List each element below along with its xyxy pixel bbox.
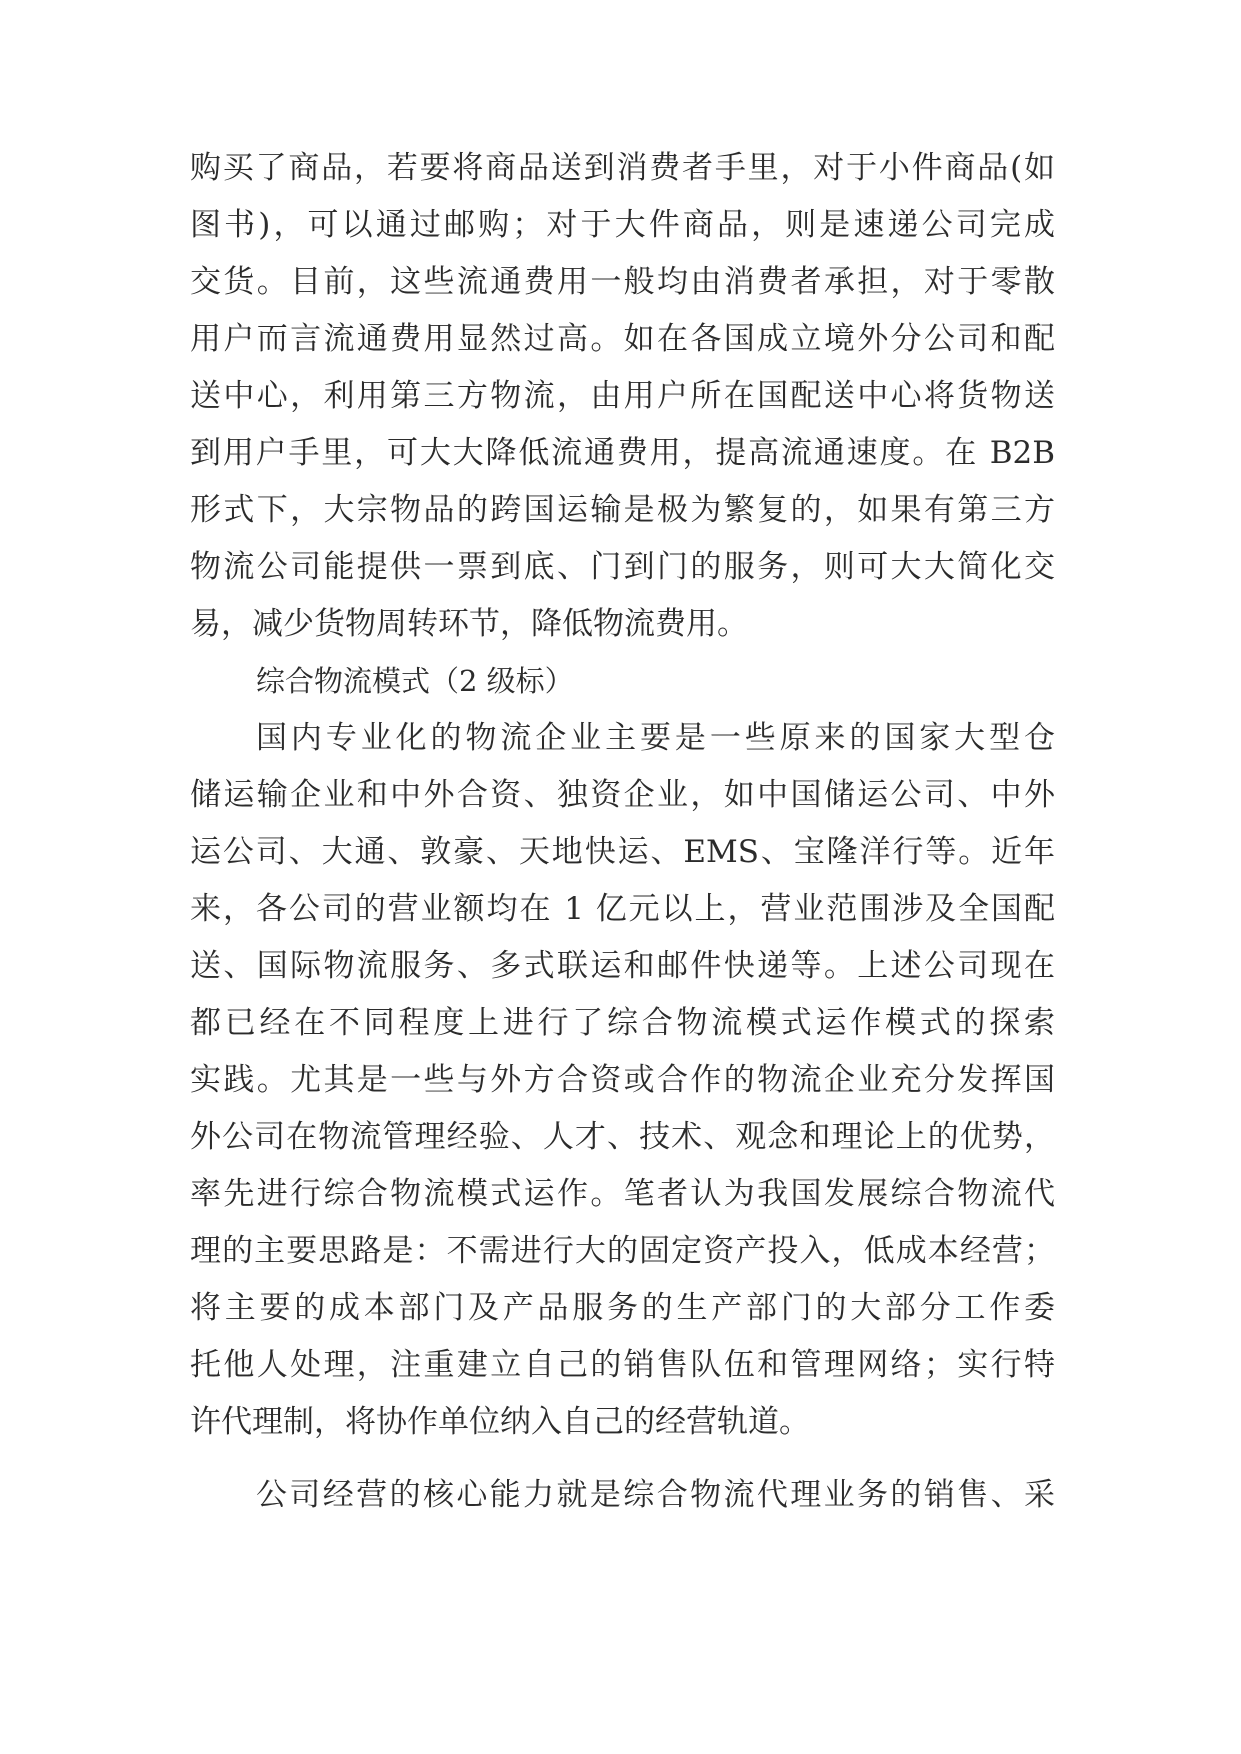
paragraph-line: 许代理制，将协作单位纳入自己的经营轨道。	[190, 1404, 810, 1440]
paragraph-line: 送、国际物流服务、多式联运和邮件快递等。上述公司现在	[190, 948, 1055, 984]
paragraph-line: 储运输企业和中外合资、独资企业，如中国储运公司、中外	[190, 777, 1055, 813]
paragraph-line: 将主要的成本部门及产品服务的生产部门的大部分工作委	[190, 1290, 1055, 1326]
paragraph-line: 到用户手里，可大大降低流通费用，提高流通速度。在 B2B	[190, 435, 1055, 471]
paragraph-line: 用户而言流通费用显然过高。如在各国成立境外分公司和配	[190, 321, 1055, 357]
paragraph-line: 托他人处理，注重建立自己的销售队伍和管理网络；实行特	[190, 1347, 1055, 1383]
paragraph-line: 图书)，可以通过邮购；对于大件商品，则是速递公司完成	[190, 207, 1055, 243]
paragraph-line: 物流公司能提供一票到底、门到门的服务，则可大大简化交	[190, 549, 1055, 585]
paragraph-line: 购买了商品，若要将商品送到消费者手里，对于小件商品(如	[190, 150, 1055, 186]
paragraph-line: 易，减少货物周转环节，降低物流费用。	[190, 606, 748, 642]
paragraph-line: 都已经在不同程度上进行了综合物流模式运作模式的探索	[190, 1005, 1055, 1041]
paragraph-line: 公司经营的核心能力就是综合物流代理业务的销售、采	[256, 1477, 1055, 1513]
section-heading: 综合物流模式（2 级标）	[256, 664, 574, 698]
paragraph-line: 交货。目前，这些流通费用一般均由消费者承担，对于零散	[190, 264, 1055, 300]
paragraph-line: 送中心，利用第三方物流，由用户所在国配送中心将货物送	[190, 378, 1055, 414]
paragraph-line: 外公司在物流管理经验、人才、技术、观念和理论上的优势，	[190, 1119, 1055, 1155]
paragraph-line: 来，各公司的营业额均在 1 亿元以上，营业范围涉及全国配	[190, 891, 1055, 927]
paragraph-line: 实践。尤其是一些与外方合资或合作的物流企业充分发挥国	[190, 1062, 1055, 1098]
paragraph-line: 国内专业化的物流企业主要是一些原来的国家大型仓	[256, 720, 1055, 756]
paragraph-line: 形式下，大宗物品的跨国运输是极为繁复的，如果有第三方	[190, 492, 1055, 528]
paragraph-line: 率先进行综合物流模式运作。笔者认为我国发展综合物流代	[190, 1176, 1055, 1212]
paragraph-line: 运公司、大通、敦豪、天地快运、EMS、宝隆洋行等。近年	[190, 834, 1055, 870]
paragraph-line: 理的主要思路是：不需进行大的固定资产投入，低成本经营；	[190, 1233, 1055, 1269]
